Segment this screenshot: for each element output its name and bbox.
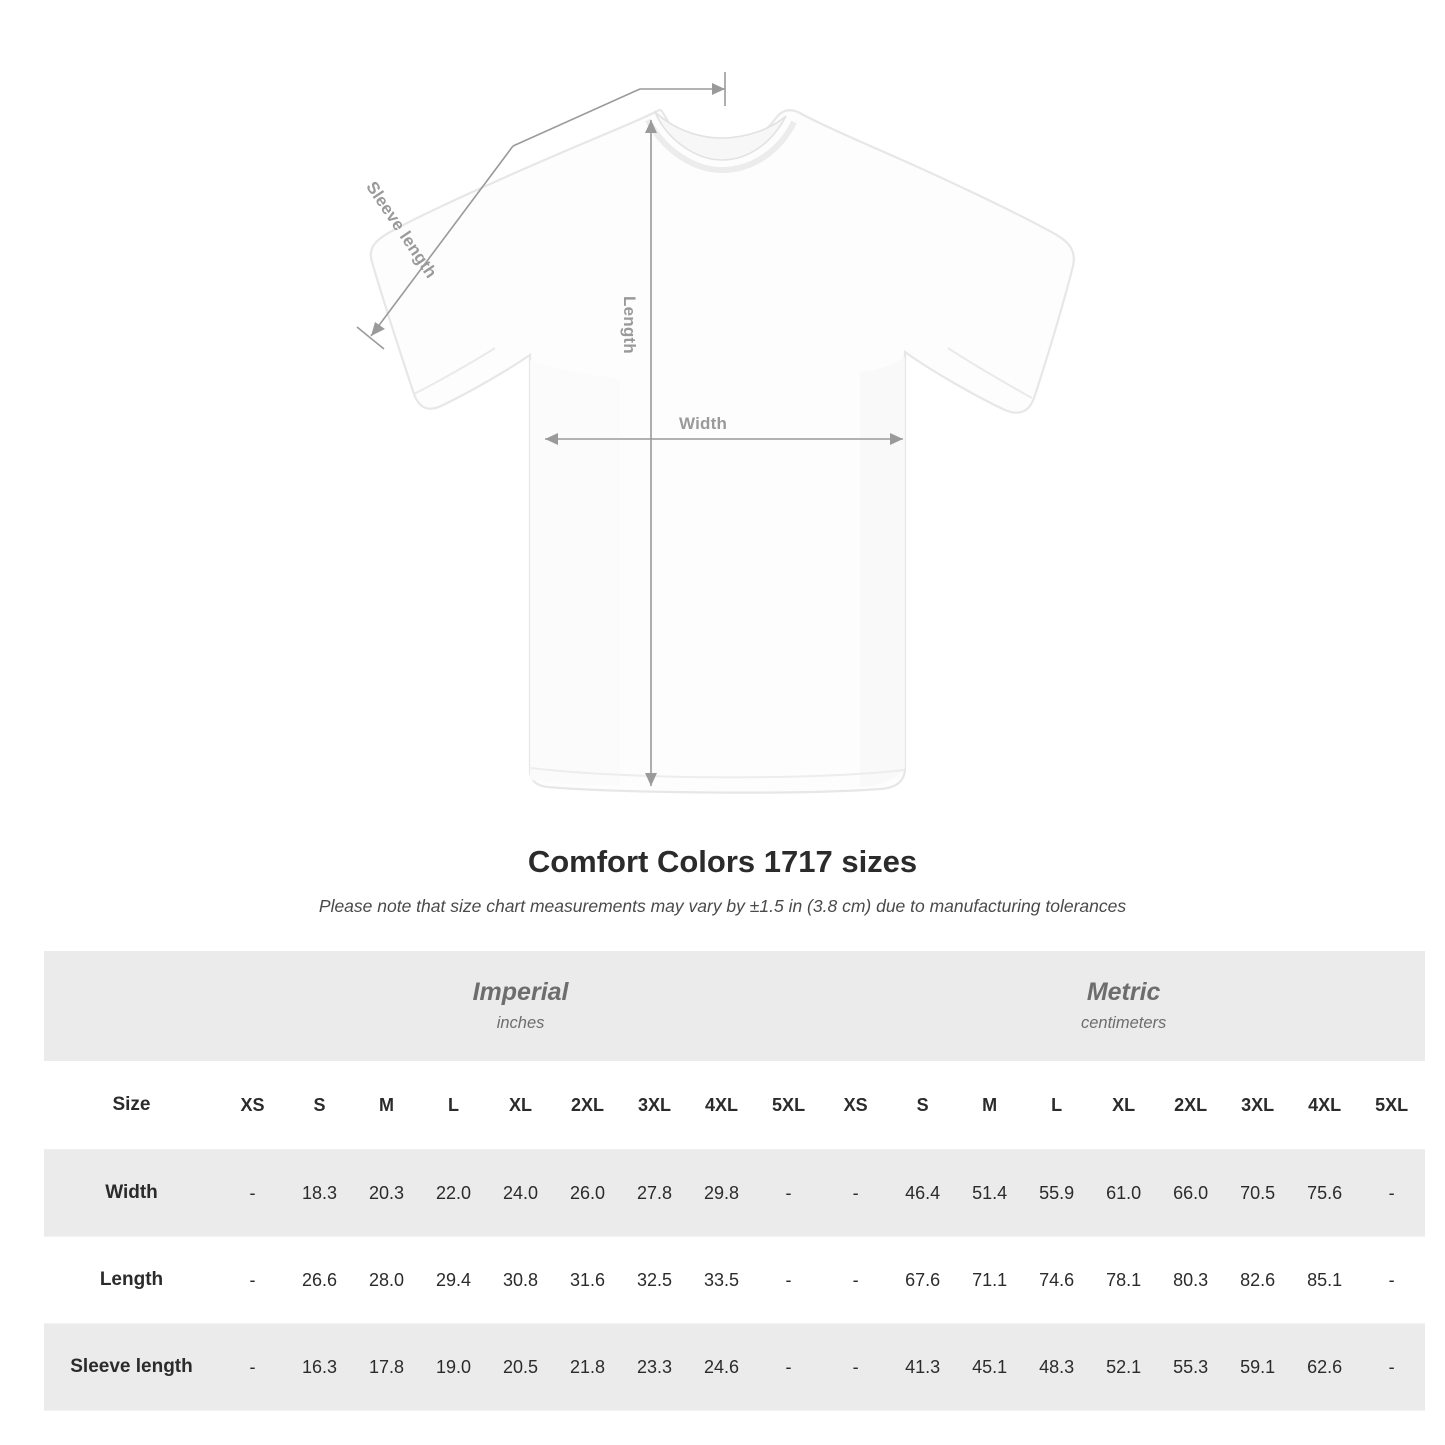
imperial-unit-cell (219, 951, 822, 1061)
column-header-imperial-xl: XL (487, 1061, 554, 1150)
size-chart-table (44, 951, 1425, 1411)
cell-sleeve-metric-4xl: 62.6 (1291, 1324, 1358, 1411)
cell-width-metric-m: 51.4 (956, 1150, 1023, 1237)
imperial-unit-sub: inches (496, 1014, 545, 1033)
cell-width-imperial-5xl: - (755, 1150, 822, 1237)
cell-sleeve-metric-2xl: 55.3 (1157, 1324, 1224, 1411)
cell-width-metric-xl: 61.0 (1090, 1150, 1157, 1237)
column-header-metric-4xl: 4XL (1291, 1061, 1358, 1150)
column-header-metric-l: L (1023, 1061, 1090, 1150)
size-header-row (44, 1061, 1425, 1150)
cell-width-metric-3xl: 70.5 (1224, 1150, 1291, 1237)
unit-header-row (44, 951, 1425, 1061)
cell-width-imperial-4xl: 29.8 (688, 1150, 755, 1237)
column-header-metric-s: S (889, 1061, 956, 1150)
page-title: Comfort Colors 1717 sizes (527, 844, 918, 879)
cell-sleeve-metric-s: 41.3 (889, 1324, 956, 1411)
cell-length-imperial-s: 26.6 (286, 1237, 353, 1324)
cell-width-metric-l: 55.9 (1023, 1150, 1090, 1237)
cell-length-imperial-xs: - (219, 1237, 286, 1324)
cell-length-metric-3xl: 82.6 (1224, 1237, 1291, 1324)
metric-unit-sub: centimeters (1081, 1014, 1167, 1033)
cell-sleeve-metric-5xl: - (1358, 1324, 1425, 1411)
cell-length-imperial-xl: 30.8 (487, 1237, 554, 1324)
cell-length-imperial-2xl: 31.6 (554, 1237, 621, 1324)
cell-sleeve-imperial-l: 19.0 (420, 1324, 487, 1411)
cell-sleeve-imperial-2xl: 21.8 (554, 1324, 621, 1411)
cell-sleeve-imperial-5xl: - (755, 1324, 822, 1411)
column-header-imperial-4xl: 4XL (688, 1061, 755, 1150)
column-header-metric-xs: XS (822, 1061, 889, 1150)
row-label-sleeve-length: Sleeve length (44, 1324, 219, 1411)
cell-length-metric-xl: 78.1 (1090, 1237, 1157, 1324)
column-header-imperial-2xl: 2XL (554, 1061, 621, 1150)
cell-length-imperial-3xl: 32.5 (621, 1237, 688, 1324)
cell-width-imperial-xs: - (219, 1150, 286, 1237)
row-label-length: Length (44, 1237, 219, 1324)
cell-sleeve-metric-xs: - (822, 1324, 889, 1411)
title-block (0, 844, 1445, 917)
column-header-imperial-xs: XS (219, 1061, 286, 1150)
cell-sleeve-metric-l: 48.3 (1023, 1324, 1090, 1411)
column-header-metric-2xl: 2XL (1157, 1061, 1224, 1150)
column-header-size: Size (44, 1061, 219, 1150)
row-label-width: Width (44, 1150, 219, 1237)
width-dimension-label: Width (679, 414, 728, 433)
tshirt-shape (371, 110, 1074, 793)
length-dimension-label: Length (620, 296, 639, 354)
metric-unit-cell (822, 951, 1425, 1061)
cell-width-metric-2xl: 66.0 (1157, 1150, 1224, 1237)
cell-length-metric-2xl: 80.3 (1157, 1237, 1224, 1324)
cell-length-metric-s: 67.6 (889, 1237, 956, 1324)
column-header-imperial-3xl: 3XL (621, 1061, 688, 1150)
table-row (44, 1324, 1425, 1411)
column-header-metric-m: M (956, 1061, 1023, 1150)
cell-sleeve-imperial-4xl: 24.6 (688, 1324, 755, 1411)
cell-width-imperial-3xl: 27.8 (621, 1150, 688, 1237)
cell-sleeve-imperial-xs: - (219, 1324, 286, 1411)
cell-length-metric-m: 71.1 (956, 1237, 1023, 1324)
column-header-imperial-s: S (286, 1061, 353, 1150)
cell-width-imperial-xl: 24.0 (487, 1150, 554, 1237)
table-row (44, 1237, 1425, 1324)
cell-sleeve-imperial-3xl: 23.3 (621, 1324, 688, 1411)
cell-length-imperial-m: 28.0 (353, 1237, 420, 1324)
cell-width-imperial-l: 22.0 (420, 1150, 487, 1237)
cell-width-metric-xs: - (822, 1150, 889, 1237)
column-header-imperial-5xl: 5XL (755, 1061, 822, 1150)
column-header-metric-xl: XL (1090, 1061, 1157, 1150)
cell-width-imperial-2xl: 26.0 (554, 1150, 621, 1237)
sleeve-length-dimension-label: Sleeve length (362, 178, 441, 282)
cell-sleeve-metric-xl: 52.1 (1090, 1324, 1157, 1411)
column-header-metric-3xl: 3XL (1224, 1061, 1291, 1150)
unit-spacer-cell (44, 951, 219, 1061)
cell-sleeve-metric-m: 45.1 (956, 1324, 1023, 1411)
cell-width-metric-s: 46.4 (889, 1150, 956, 1237)
cell-length-metric-l: 74.6 (1023, 1237, 1090, 1324)
cell-length-metric-5xl: - (1358, 1237, 1425, 1324)
cell-sleeve-imperial-s: 16.3 (286, 1324, 353, 1411)
cell-width-metric-5xl: - (1358, 1150, 1425, 1237)
cell-width-metric-4xl: 75.6 (1291, 1150, 1358, 1237)
cell-length-imperial-4xl: 33.5 (688, 1237, 755, 1324)
column-header-imperial-l: L (420, 1061, 487, 1150)
tolerance-note: Please note that size chart measurements may vary by ±1.5 in (3.8 cm) due to manufacturing tolerances (318, 896, 1127, 916)
cell-sleeve-metric-3xl: 59.1 (1224, 1324, 1291, 1411)
cell-sleeve-imperial-m: 17.8 (353, 1324, 420, 1411)
imperial-unit-title: Imperial (472, 977, 569, 1006)
metric-unit-title: Metric (1086, 977, 1161, 1006)
column-header-metric-5xl: 5XL (1358, 1061, 1425, 1150)
cell-length-metric-xs: - (822, 1237, 889, 1324)
cell-length-imperial-5xl: - (755, 1237, 822, 1324)
cell-length-metric-4xl: 85.1 (1291, 1237, 1358, 1324)
cell-width-imperial-s: 18.3 (286, 1150, 353, 1237)
size-table-wrapper (44, 951, 1409, 1411)
cell-width-imperial-m: 20.3 (353, 1150, 420, 1237)
cell-sleeve-imperial-xl: 20.5 (487, 1324, 554, 1411)
cell-length-imperial-l: 29.4 (420, 1237, 487, 1324)
column-header-imperial-m: M (353, 1061, 420, 1150)
table-row (44, 1150, 1425, 1237)
